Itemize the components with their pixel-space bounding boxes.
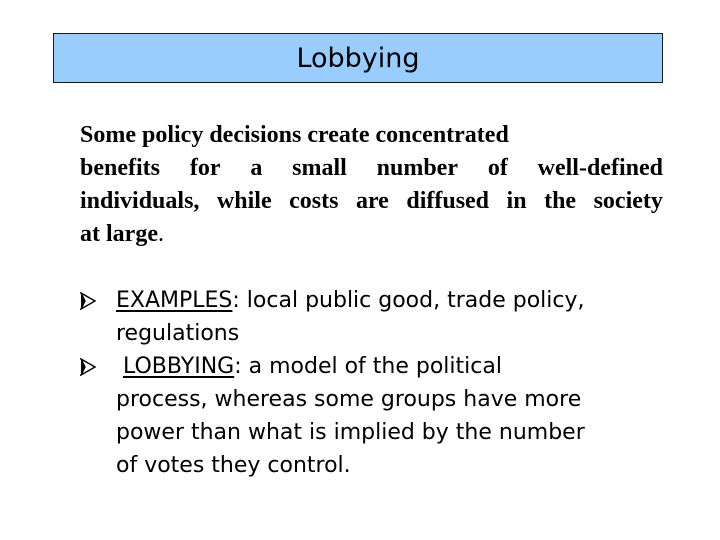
intro-word: well-defined xyxy=(537,155,663,181)
intro-word: in xyxy=(506,188,527,214)
bullet-text: : local public good, trade policy, xyxy=(232,288,585,313)
intro-word: number xyxy=(376,155,458,181)
bullet-text: : a model of the political xyxy=(234,354,502,379)
bullet-lead-space xyxy=(116,354,123,379)
intro-word: society xyxy=(593,188,663,214)
intro-line: Some policy decisions create concentrated xyxy=(80,122,509,148)
bullet-list xyxy=(80,284,700,482)
intro-line-text: at large xyxy=(80,221,158,247)
intro-word: benefits xyxy=(80,155,160,181)
bullet-continuation: power than what is implied by the number xyxy=(116,420,585,445)
bullet-first-line xyxy=(116,350,700,383)
intro-word: are xyxy=(355,188,389,214)
intro-line-last xyxy=(80,218,663,251)
intro-period: . xyxy=(157,221,164,247)
intro-line-justified xyxy=(80,152,663,185)
bullet-continuation: process, whereas some groups have more xyxy=(116,387,582,412)
arrowhead-bullet-icon xyxy=(80,292,96,310)
intro-word: while xyxy=(216,188,272,214)
intro-word: small xyxy=(292,155,347,181)
bullet-continuation: regulations xyxy=(116,321,240,346)
bullet-keyword: LOBBYING xyxy=(123,354,235,379)
intro-word: a xyxy=(250,155,263,181)
intro-word: costs xyxy=(289,188,339,214)
intro-word: of xyxy=(487,155,508,181)
bullet-first-line xyxy=(116,284,700,317)
slide-title: Lobbying xyxy=(296,42,420,74)
intro-word: the xyxy=(544,188,577,214)
bullet-keyword: EXAMPLES xyxy=(116,288,233,313)
arrowhead-bullet-icon xyxy=(80,358,96,376)
intro-paragraph xyxy=(80,119,663,251)
bullet-item-examples xyxy=(80,284,700,350)
title-banner xyxy=(53,33,663,83)
intro-word: diffused xyxy=(406,188,490,214)
intro-word: individuals, xyxy=(80,188,200,214)
bullet-continuation: of votes they control. xyxy=(116,453,351,478)
intro-line-justified xyxy=(80,185,663,218)
bullet-item-lobbying xyxy=(80,350,700,482)
intro-word: for xyxy=(189,155,221,181)
